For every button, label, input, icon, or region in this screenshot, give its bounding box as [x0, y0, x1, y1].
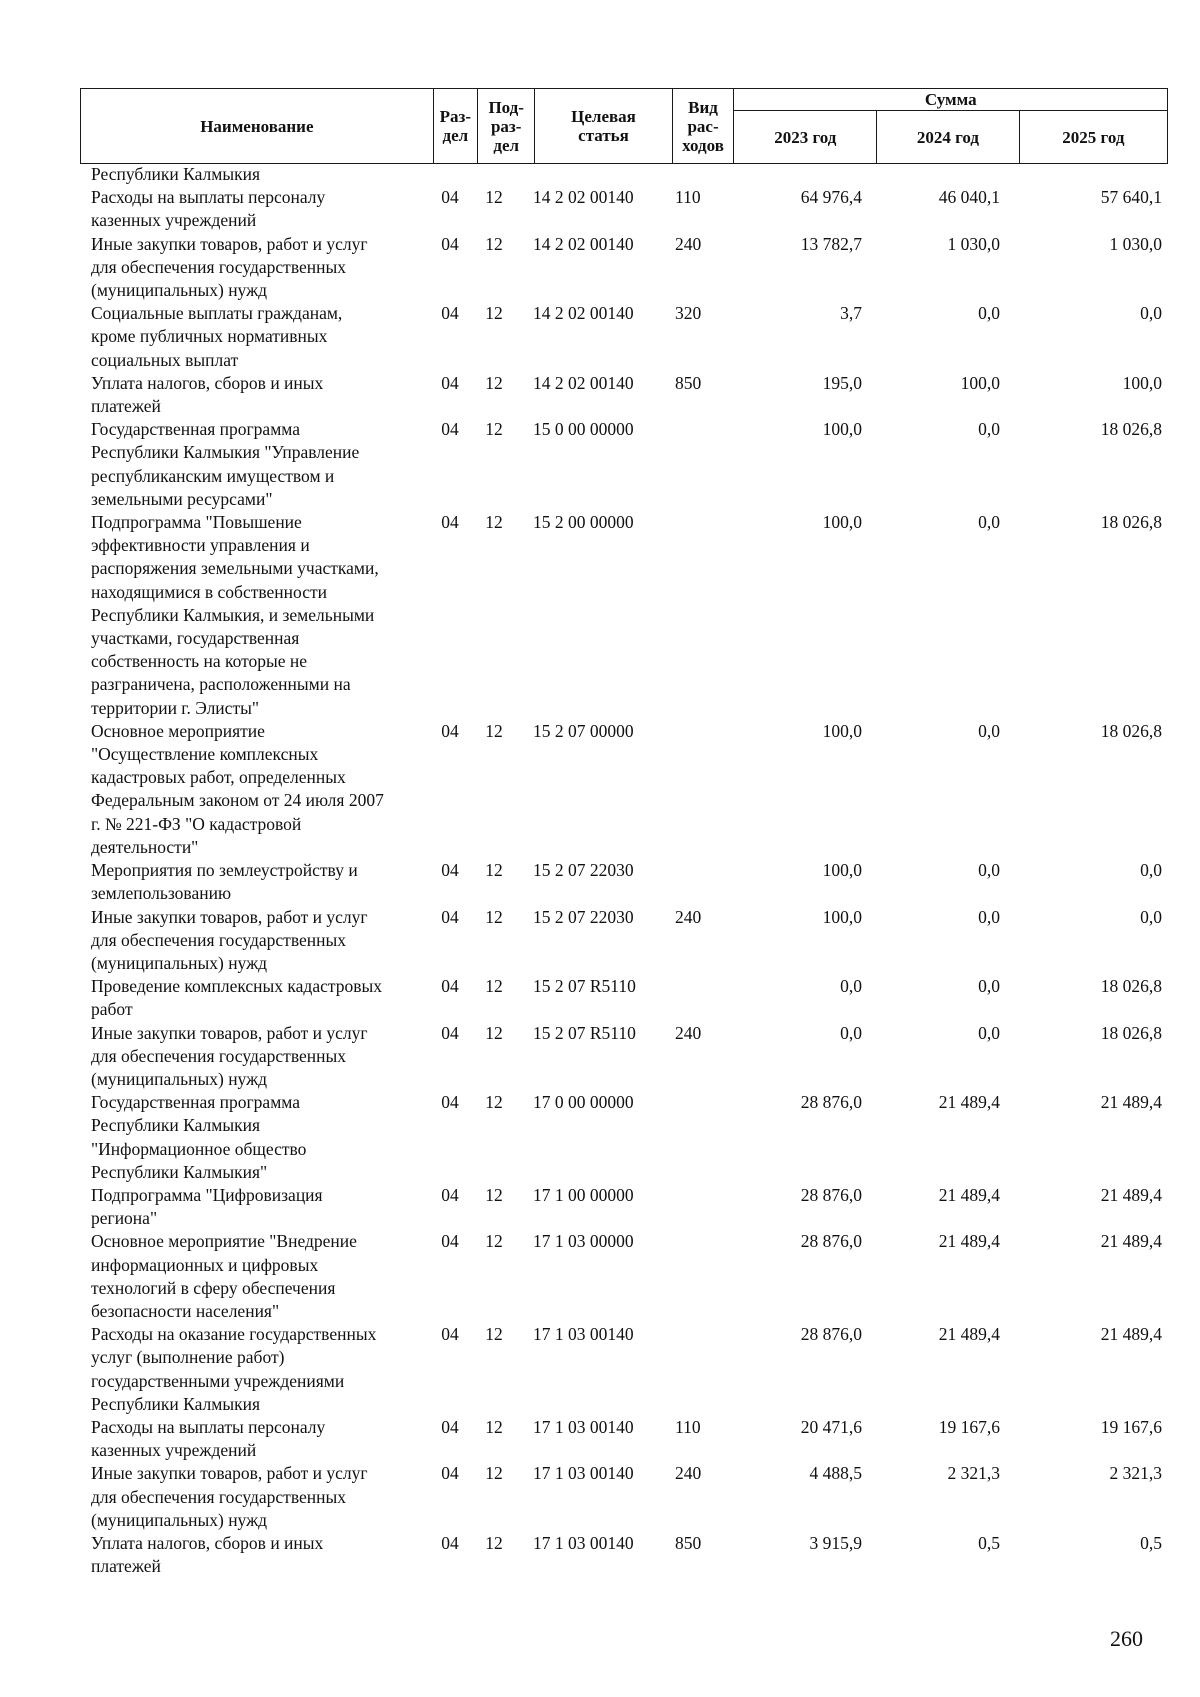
- cell-name-line: Расходы на оказание государственных: [91, 1324, 377, 1345]
- cell-name: [80, 1230, 435, 1323]
- cell-name-line: Уплата налогов, сборов и иных: [91, 1532, 324, 1553]
- cell-name-line: кроме публичных нормативных: [91, 326, 328, 347]
- table-header: [80, 88, 1168, 164]
- cell-2024: 0,0: [978, 512, 1000, 533]
- cell-name-line: для обеспечения государственных: [91, 1045, 346, 1066]
- cell-name-line: Подпрограмма "Цифровизация: [91, 1184, 323, 1205]
- cell-name: [80, 302, 435, 372]
- cell-name-line: "Информационное общество: [91, 1138, 307, 1159]
- cell-podrazdel: 12: [485, 187, 503, 208]
- cell-2025: 0,5: [1140, 1532, 1162, 1553]
- cell-razdel: 04: [441, 187, 459, 208]
- cell-name-line: (муниципальных) нужд: [91, 280, 268, 301]
- cell-target: 14 2 02 00140: [533, 187, 634, 208]
- cell-name-line: деятельности": [91, 836, 199, 857]
- cell-vid: [663, 1091, 719, 1184]
- cell-name: [80, 511, 435, 720]
- cell-name-line: (муниципальных) нужд: [91, 1068, 268, 1089]
- cell-name-line: Республики Калмыкия: [91, 1393, 261, 1414]
- cell-2024: 21 489,4: [938, 1324, 1000, 1345]
- cell-2025: 19 167,6: [1100, 1416, 1162, 1437]
- cell-razdel: 04: [441, 720, 459, 741]
- cell-2023: 3 915,9: [809, 1532, 862, 1553]
- cell-target: 15 2 07 22030: [533, 860, 634, 881]
- cell-2023: [719, 163, 868, 186]
- cell-2024: 0,0: [978, 906, 1000, 927]
- cell-razdel: 04: [441, 1022, 459, 1043]
- cell-podrazdel: 12: [485, 860, 503, 881]
- header-target-line: Целевая: [571, 107, 636, 126]
- cell-podrazdel: 12: [485, 1184, 503, 1205]
- cell-name-line: казенных учреждений: [91, 1440, 257, 1461]
- cell-razdel: 04: [441, 860, 459, 881]
- cell-name-line: собственность на которые не: [91, 651, 308, 672]
- cell-name-line: Республики Калмыкия, и земельными: [91, 604, 375, 625]
- header-vid-line: рас-: [687, 116, 719, 136]
- cell-name: [80, 1091, 435, 1184]
- cell-target: 14 2 02 00140: [533, 233, 634, 254]
- cell-name: [80, 1184, 435, 1230]
- cell-name-line: земельными ресурсами": [91, 488, 273, 509]
- cell-target: [523, 163, 663, 186]
- cell-target: 15 2 07 R5110: [533, 1022, 636, 1043]
- cell-name-line: Иные закупки товаров, работ и услуг: [91, 1463, 368, 1484]
- cell-name-line: Республики Калмыкия "Управление: [91, 442, 360, 463]
- header-target: [535, 89, 672, 164]
- cell-podrazdel: 12: [485, 233, 503, 254]
- cell-name-line: Иные закупки товаров, работ и услуг: [91, 906, 368, 927]
- cell-razdel: 04: [441, 1092, 459, 1113]
- cell-target: 15 0 00 00000: [533, 419, 634, 440]
- cell-2023: 100,0: [822, 512, 862, 533]
- cell-name-line: Уплата налогов, сборов и иных: [91, 372, 324, 393]
- table-row: [80, 975, 1168, 1021]
- cell-2023: 100,0: [822, 419, 862, 440]
- cell-razdel: 04: [441, 233, 459, 254]
- cell-vid: 240: [675, 1463, 702, 1484]
- cell-razdel: 04: [441, 512, 459, 533]
- header-vid-line: ходов: [682, 135, 724, 155]
- table-row: [80, 372, 1168, 418]
- header-podrazdel-line: Под-: [488, 97, 524, 117]
- cell-2023: 100,0: [822, 860, 862, 881]
- header-year-2023: 2023 год: [734, 111, 877, 164]
- cell-name-line: для обеспечения государственных: [91, 929, 346, 950]
- cell-target: 17 1 03 00140: [533, 1463, 634, 1484]
- cell-target: 17 1 03 00140: [533, 1532, 634, 1553]
- cell-2023: 195,0: [822, 372, 862, 393]
- cell-name-line: участками, государственная: [91, 628, 300, 649]
- cell-vid: [663, 163, 719, 186]
- cell-name-line: безопасности населения": [91, 1300, 280, 1321]
- cell-vid: 240: [675, 1022, 702, 1043]
- cell-name-line: Республики Калмыкия": [91, 1161, 268, 1182]
- cell-name: [80, 975, 435, 1021]
- cell-2025: [1006, 163, 1168, 186]
- cell-podrazdel: 12: [485, 419, 503, 440]
- table-row: [80, 163, 1168, 186]
- cell-2024: 21 489,4: [938, 1092, 1000, 1113]
- cell-razdel: 04: [441, 303, 459, 324]
- header-podrazdel: [477, 89, 535, 164]
- cell-vid: [663, 511, 719, 720]
- cell-name-line: для обеспечения государственных: [91, 256, 346, 277]
- cell-podrazdel: 12: [485, 1416, 503, 1437]
- cell-podrazdel: 12: [485, 720, 503, 741]
- cell-name-line: работ: [91, 999, 133, 1020]
- table-row: [80, 186, 1168, 232]
- cell-name-line: казенных учреждений: [91, 210, 257, 231]
- cell-name-line: (муниципальных) нужд: [91, 1509, 268, 1530]
- cell-2025: 0,0: [1140, 303, 1162, 324]
- cell-2023: 0,0: [840, 1022, 862, 1043]
- cell-name-line: Проведение комплексных кадастровых: [91, 976, 383, 997]
- cell-2024: 2 321,3: [947, 1463, 1000, 1484]
- cell-2024: 21 489,4: [938, 1184, 1000, 1205]
- cell-target: 15 2 07 R5110: [533, 976, 636, 997]
- cell-name-line: Мероприятия по землеустройству и: [91, 860, 358, 881]
- table-row: [80, 1022, 1168, 1092]
- cell-name-line: Государственная программа: [91, 419, 300, 440]
- cell-name: [80, 720, 435, 859]
- cell-target: 17 1 03 00140: [533, 1324, 634, 1345]
- cell-razdel: 04: [441, 1184, 459, 1205]
- cell-razdel: 04: [441, 906, 459, 927]
- cell-name-line: эффективности управления и: [91, 535, 310, 556]
- cell-podrazdel: 12: [485, 1324, 503, 1345]
- cell-name: [80, 859, 435, 905]
- cell-name-line: Основное мероприятие: [91, 720, 265, 741]
- cell-name-line: Государственная программа: [91, 1092, 300, 1113]
- header-summa: Сумма: [734, 89, 1168, 111]
- table-row: [80, 906, 1168, 976]
- cell-2023: 100,0: [822, 906, 862, 927]
- cell-2025: 21 489,4: [1100, 1231, 1162, 1252]
- cell-name-line: Расходы на выплаты персоналу: [91, 187, 326, 208]
- cell-2024: 0,0: [978, 720, 1000, 741]
- page-number: 260: [1110, 1626, 1143, 1651]
- cell-2025: 21 489,4: [1100, 1324, 1162, 1345]
- cell-vid: [663, 1230, 719, 1323]
- cell-2025: 18 026,8: [1100, 720, 1162, 741]
- cell-2025: 18 026,8: [1100, 1022, 1162, 1043]
- cell-name: [80, 233, 435, 303]
- cell-name-line: Федеральным законом от 24 июля 2007: [91, 790, 384, 811]
- cell-name-line: Республики Калмыкия: [91, 1115, 261, 1136]
- table-row: [80, 511, 1168, 720]
- cell-razdel: 04: [441, 1416, 459, 1437]
- table-row: [80, 1091, 1168, 1184]
- cell-target: 17 1 03 00000: [533, 1231, 634, 1252]
- cell-name-line: республиканским имуществом и: [91, 465, 335, 486]
- cell-name-line: Основное мероприятие "Внедрение: [91, 1231, 357, 1252]
- cell-vid: [663, 859, 719, 905]
- header-year-2025: 2025 год: [1019, 111, 1167, 164]
- cell-2023: 100,0: [822, 720, 862, 741]
- cell-2024: 0,0: [978, 976, 1000, 997]
- cell-name-line: землепользованию: [91, 883, 232, 904]
- cell-2024: [868, 163, 1006, 186]
- cell-target: 14 2 02 00140: [533, 303, 634, 324]
- cell-podrazdel: 12: [485, 1532, 503, 1553]
- cell-2024: 0,0: [978, 303, 1000, 324]
- cell-vid: [663, 720, 719, 859]
- cell-vid: [663, 1323, 719, 1416]
- header-razdel-line: дел: [442, 126, 469, 145]
- header-name: Наименование: [81, 89, 434, 164]
- cell-name-line: региона": [91, 1208, 158, 1229]
- cell-2025: 100,0: [1122, 372, 1162, 393]
- header-razdel: [433, 89, 477, 164]
- cell-vid: 850: [675, 372, 702, 393]
- cell-vid: [663, 975, 719, 1021]
- cell-2024: 0,0: [978, 860, 1000, 881]
- cell-2023: 0,0: [840, 976, 862, 997]
- cell-2024: 19 167,6: [938, 1416, 1000, 1437]
- cell-2025: 1 030,0: [1109, 233, 1162, 254]
- cell-podrazdel: 12: [485, 1092, 503, 1113]
- header-podrazdel-line: раз-: [490, 116, 522, 136]
- cell-name: [80, 1462, 435, 1532]
- table-row: [80, 1462, 1168, 1532]
- cell-name-line: услуг (выполнение работ): [91, 1347, 285, 1368]
- header-year-2024: 2024 год: [877, 111, 1020, 164]
- cell-vid: [663, 1184, 719, 1230]
- cell-2024: 0,5: [978, 1532, 1000, 1553]
- cell-2023: 3,7: [840, 303, 862, 324]
- cell-name: [80, 186, 435, 232]
- cell-2023: 20 471,6: [800, 1416, 862, 1437]
- cell-2023: 28 876,0: [800, 1231, 862, 1252]
- cell-2023: 4 488,5: [809, 1463, 862, 1484]
- cell-target: 15 2 07 22030: [533, 906, 634, 927]
- cell-target: 15 2 07 00000: [533, 720, 634, 741]
- cell-podrazdel: 12: [485, 906, 503, 927]
- cell-name-line: Республики Калмыкия: [91, 164, 261, 184]
- cell-name-line: платежей: [91, 1556, 161, 1577]
- cell-name-line: г. № 221-ФЗ "О кадастровой: [91, 813, 302, 834]
- cell-name: [80, 1532, 435, 1578]
- table-row: [80, 302, 1168, 372]
- table-row: [80, 418, 1168, 511]
- cell-name-line: находящимися в собственности: [91, 581, 327, 602]
- header-podrazdel-line: дел: [493, 135, 520, 155]
- cell-name-line: разграничена, расположенными на: [91, 674, 351, 695]
- cell-name-line: технологий в сферу обеспечения: [91, 1277, 336, 1298]
- cell-2023: 28 876,0: [800, 1324, 862, 1345]
- cell-name-line: (муниципальных) нужд: [91, 952, 268, 973]
- cell-2025: 0,0: [1140, 860, 1162, 881]
- table-row: [80, 1184, 1168, 1230]
- header-target-line: статья: [578, 126, 629, 145]
- table-row: [80, 1230, 1168, 1323]
- cell-2024: 100,0: [960, 372, 1000, 393]
- table-row: [80, 233, 1168, 303]
- cell-2025: 18 026,8: [1100, 512, 1162, 533]
- cell-2023: 64 976,4: [800, 187, 862, 208]
- cell-2025: 18 026,8: [1100, 976, 1162, 997]
- table-row: [80, 720, 1168, 859]
- cell-razdel: 04: [441, 976, 459, 997]
- cell-2024: 0,0: [978, 1022, 1000, 1043]
- cell-vid: 240: [675, 233, 702, 254]
- cell-name-line: социальных выплат: [91, 349, 239, 370]
- cell-podrazdel: 12: [485, 512, 503, 533]
- cell-name-line: Подпрограмма "Повышение: [91, 512, 302, 533]
- header-vid-line: Вид: [688, 97, 718, 117]
- cell-name-line: платежей: [91, 396, 161, 417]
- cell-name: [80, 1022, 435, 1092]
- cell-podrazdel: 12: [485, 1463, 503, 1484]
- cell-2023: 13 782,7: [800, 233, 862, 254]
- cell-target: 17 0 00 00000: [533, 1092, 634, 1113]
- table-row: [80, 1532, 1168, 1578]
- cell-name-line: государственными учреждениями: [91, 1370, 345, 1391]
- cell-name-line: распоряжения земельными участками,: [91, 558, 379, 579]
- budget-table: [80, 163, 1168, 1578]
- cell-name-line: территории г. Элисты": [91, 697, 259, 718]
- cell-target: 17 1 03 00140: [533, 1416, 634, 1437]
- table-row: [80, 1323, 1168, 1416]
- cell-podrazdel: [465, 163, 523, 186]
- cell-vid: [663, 418, 719, 511]
- cell-name-line: "Осуществление комплексных: [91, 744, 319, 765]
- header-razdel-line: Раз-: [439, 107, 472, 126]
- cell-name: [80, 163, 435, 186]
- cell-vid: 110: [675, 1416, 701, 1437]
- cell-2025: 21 489,4: [1100, 1092, 1162, 1113]
- cell-2024: 1 030,0: [947, 233, 1000, 254]
- cell-name: [80, 1323, 435, 1416]
- cell-name: [80, 1416, 435, 1462]
- cell-target: 15 2 00 00000: [533, 512, 634, 533]
- cell-razdel: 04: [441, 419, 459, 440]
- cell-name-line: Иные закупки товаров, работ и услуг: [91, 233, 368, 254]
- cell-name-line: Социальные выплаты гражданам,: [91, 303, 343, 324]
- cell-2025: 57 640,1: [1100, 187, 1162, 208]
- cell-target: 14 2 02 00140: [533, 372, 634, 393]
- cell-razdel: 04: [441, 1324, 459, 1345]
- cell-name-line: информационных и цифровых: [91, 1254, 319, 1275]
- cell-2025: 0,0: [1140, 906, 1162, 927]
- cell-name-line: кадастровых работ, определенных: [91, 767, 346, 788]
- cell-razdel: 04: [441, 1463, 459, 1484]
- cell-name-line: для обеспечения государственных: [91, 1486, 346, 1507]
- cell-2024: 46 040,1: [938, 187, 1000, 208]
- cell-podrazdel: 12: [485, 372, 503, 393]
- cell-2025: 2 321,3: [1109, 1463, 1162, 1484]
- cell-vid: 110: [675, 187, 701, 208]
- cell-podrazdel: 12: [485, 976, 503, 997]
- cell-name: [80, 906, 435, 976]
- cell-name: [80, 372, 435, 418]
- cell-name-line: Иные закупки товаров, работ и услуг: [91, 1022, 368, 1043]
- cell-razdel: [435, 163, 465, 186]
- cell-vid: 850: [675, 1532, 702, 1553]
- cell-razdel: 04: [441, 372, 459, 393]
- cell-2024: 0,0: [978, 419, 1000, 440]
- cell-2023: 28 876,0: [800, 1092, 862, 1113]
- cell-2023: 28 876,0: [800, 1184, 862, 1205]
- cell-vid: 240: [675, 906, 702, 927]
- cell-razdel: 04: [441, 1231, 459, 1252]
- cell-target: 17 1 00 00000: [533, 1184, 634, 1205]
- cell-podrazdel: 12: [485, 303, 503, 324]
- cell-name: [80, 418, 435, 511]
- cell-podrazdel: 12: [485, 1022, 503, 1043]
- header-vid: [672, 89, 734, 164]
- table-body: [80, 163, 1168, 1578]
- cell-podrazdel: 12: [485, 1231, 503, 1252]
- cell-name-line: Расходы на выплаты персоналу: [91, 1416, 326, 1437]
- cell-2024: 21 489,4: [938, 1231, 1000, 1252]
- cell-razdel: 04: [441, 1532, 459, 1553]
- cell-2025: 18 026,8: [1100, 419, 1162, 440]
- table-row: [80, 1416, 1168, 1462]
- cell-vid: 320: [675, 303, 702, 324]
- table-row: [80, 859, 1168, 905]
- cell-2025: 21 489,4: [1100, 1184, 1162, 1205]
